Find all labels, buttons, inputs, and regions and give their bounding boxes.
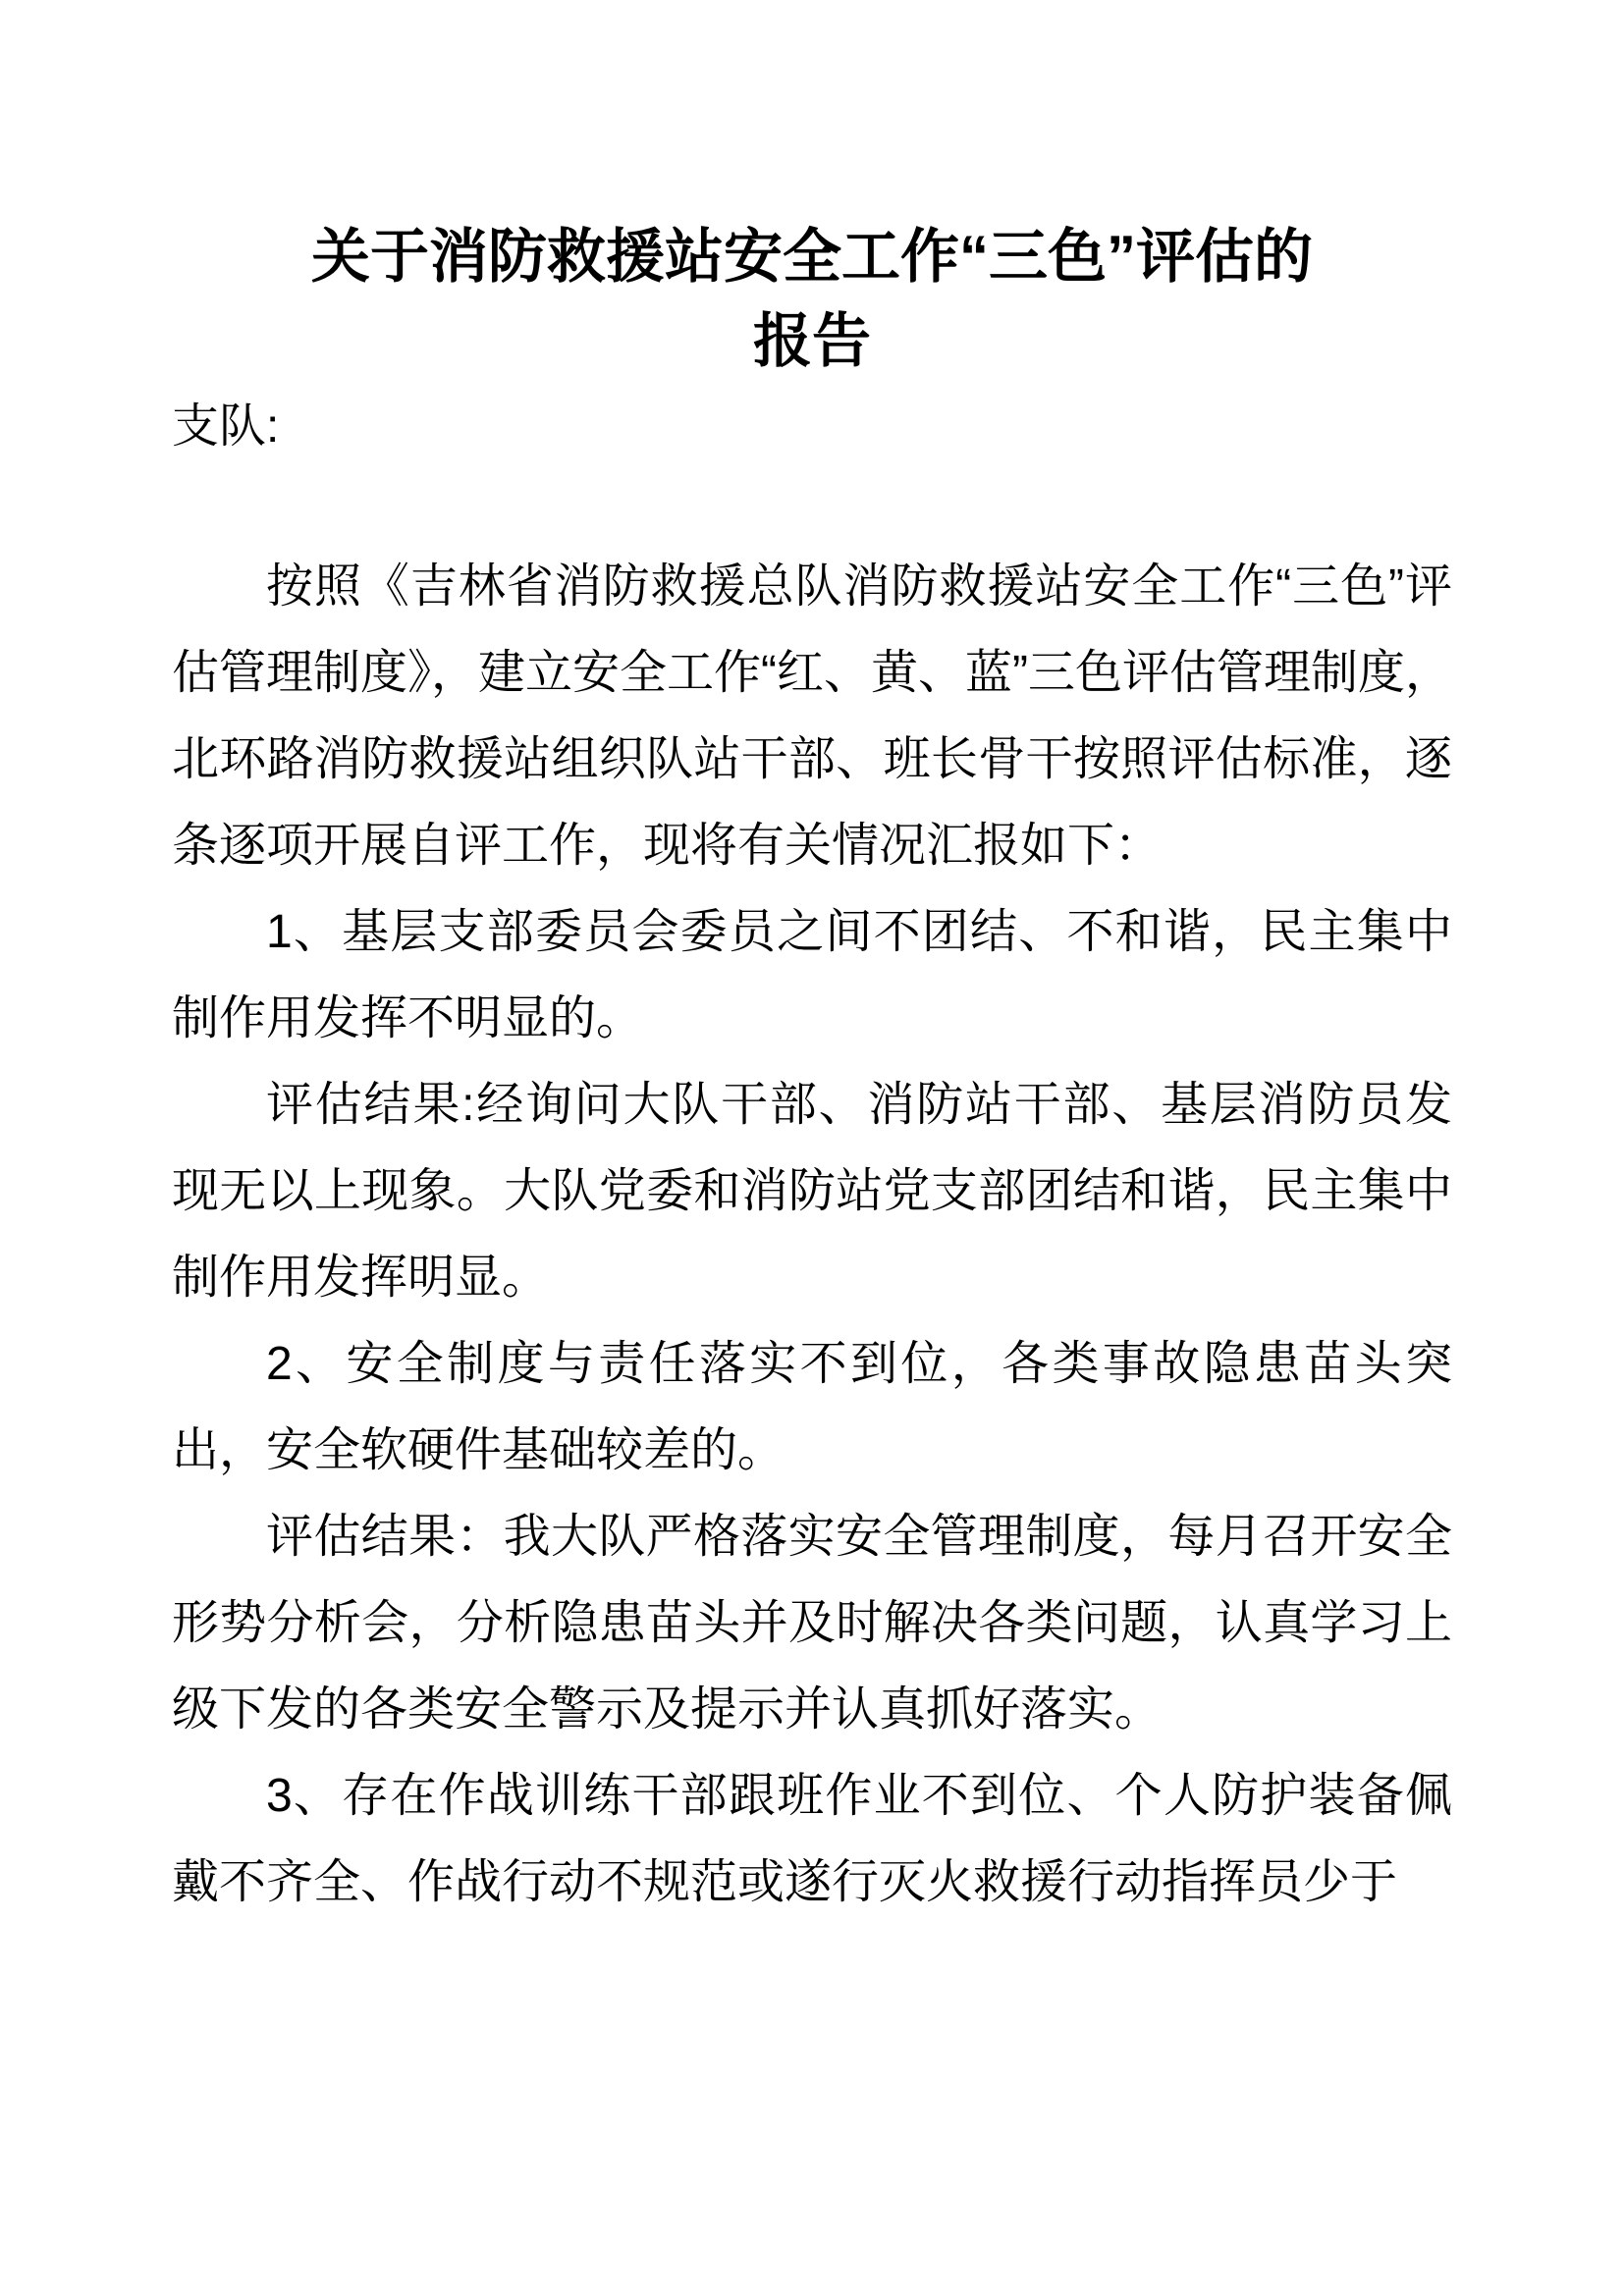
title-line-1: 关于消防救援站安全工作“三色”评估的 xyxy=(311,224,1313,290)
paragraph-item-3: 3、存在作战训练干部跟班作业不到位、个人防护装备佩戴不齐全、作战行动不规范或遂行灭火救援行动指挥员少于 xyxy=(172,1770,1452,1908)
paragraph-item-1-result: 评估结果:经询问大队干部、消防站干部、基层消防员发现无以上现象。大队党委和消防站党支部团结和谐，民主集中制作用发挥明显。 xyxy=(172,1079,1452,1304)
paragraph-item-2: 2、安全制度与责任落实不到位，各类事故隐患苗头突出，安全软硬件基础较差的。 xyxy=(172,1338,1452,1476)
title-line-2: 报告 xyxy=(753,308,871,374)
document-title xyxy=(0,0,1624,384)
paragraph-item-2-result: 评估结果：我大队严格落实安全管理制度，每月召开安全形势分析会，分析隐患苗头并及时解决各类问题，认真学习上级下发的各类安全警示及提示并认真抓好落实。 xyxy=(172,1511,1452,1735)
document-body xyxy=(172,384,1452,1926)
paragraph-item-1: 1、基层支部委员会委员之间不团结、不和谐，民主集中制作用发挥不明显的。 xyxy=(172,906,1452,1044)
salutation: 支队: xyxy=(172,400,280,453)
paragraph-intro: 按照《吉林省消防救援总队消防救援站安全工作“三色”评估管理制度》，建立安全工作“红、黄、蓝”三色评估管理制度，北环路消防救援站组织队站干部、班长骨干按照评估标准，逐条逐项开展自评工作，现将有关情况汇报如下： xyxy=(172,561,1452,872)
